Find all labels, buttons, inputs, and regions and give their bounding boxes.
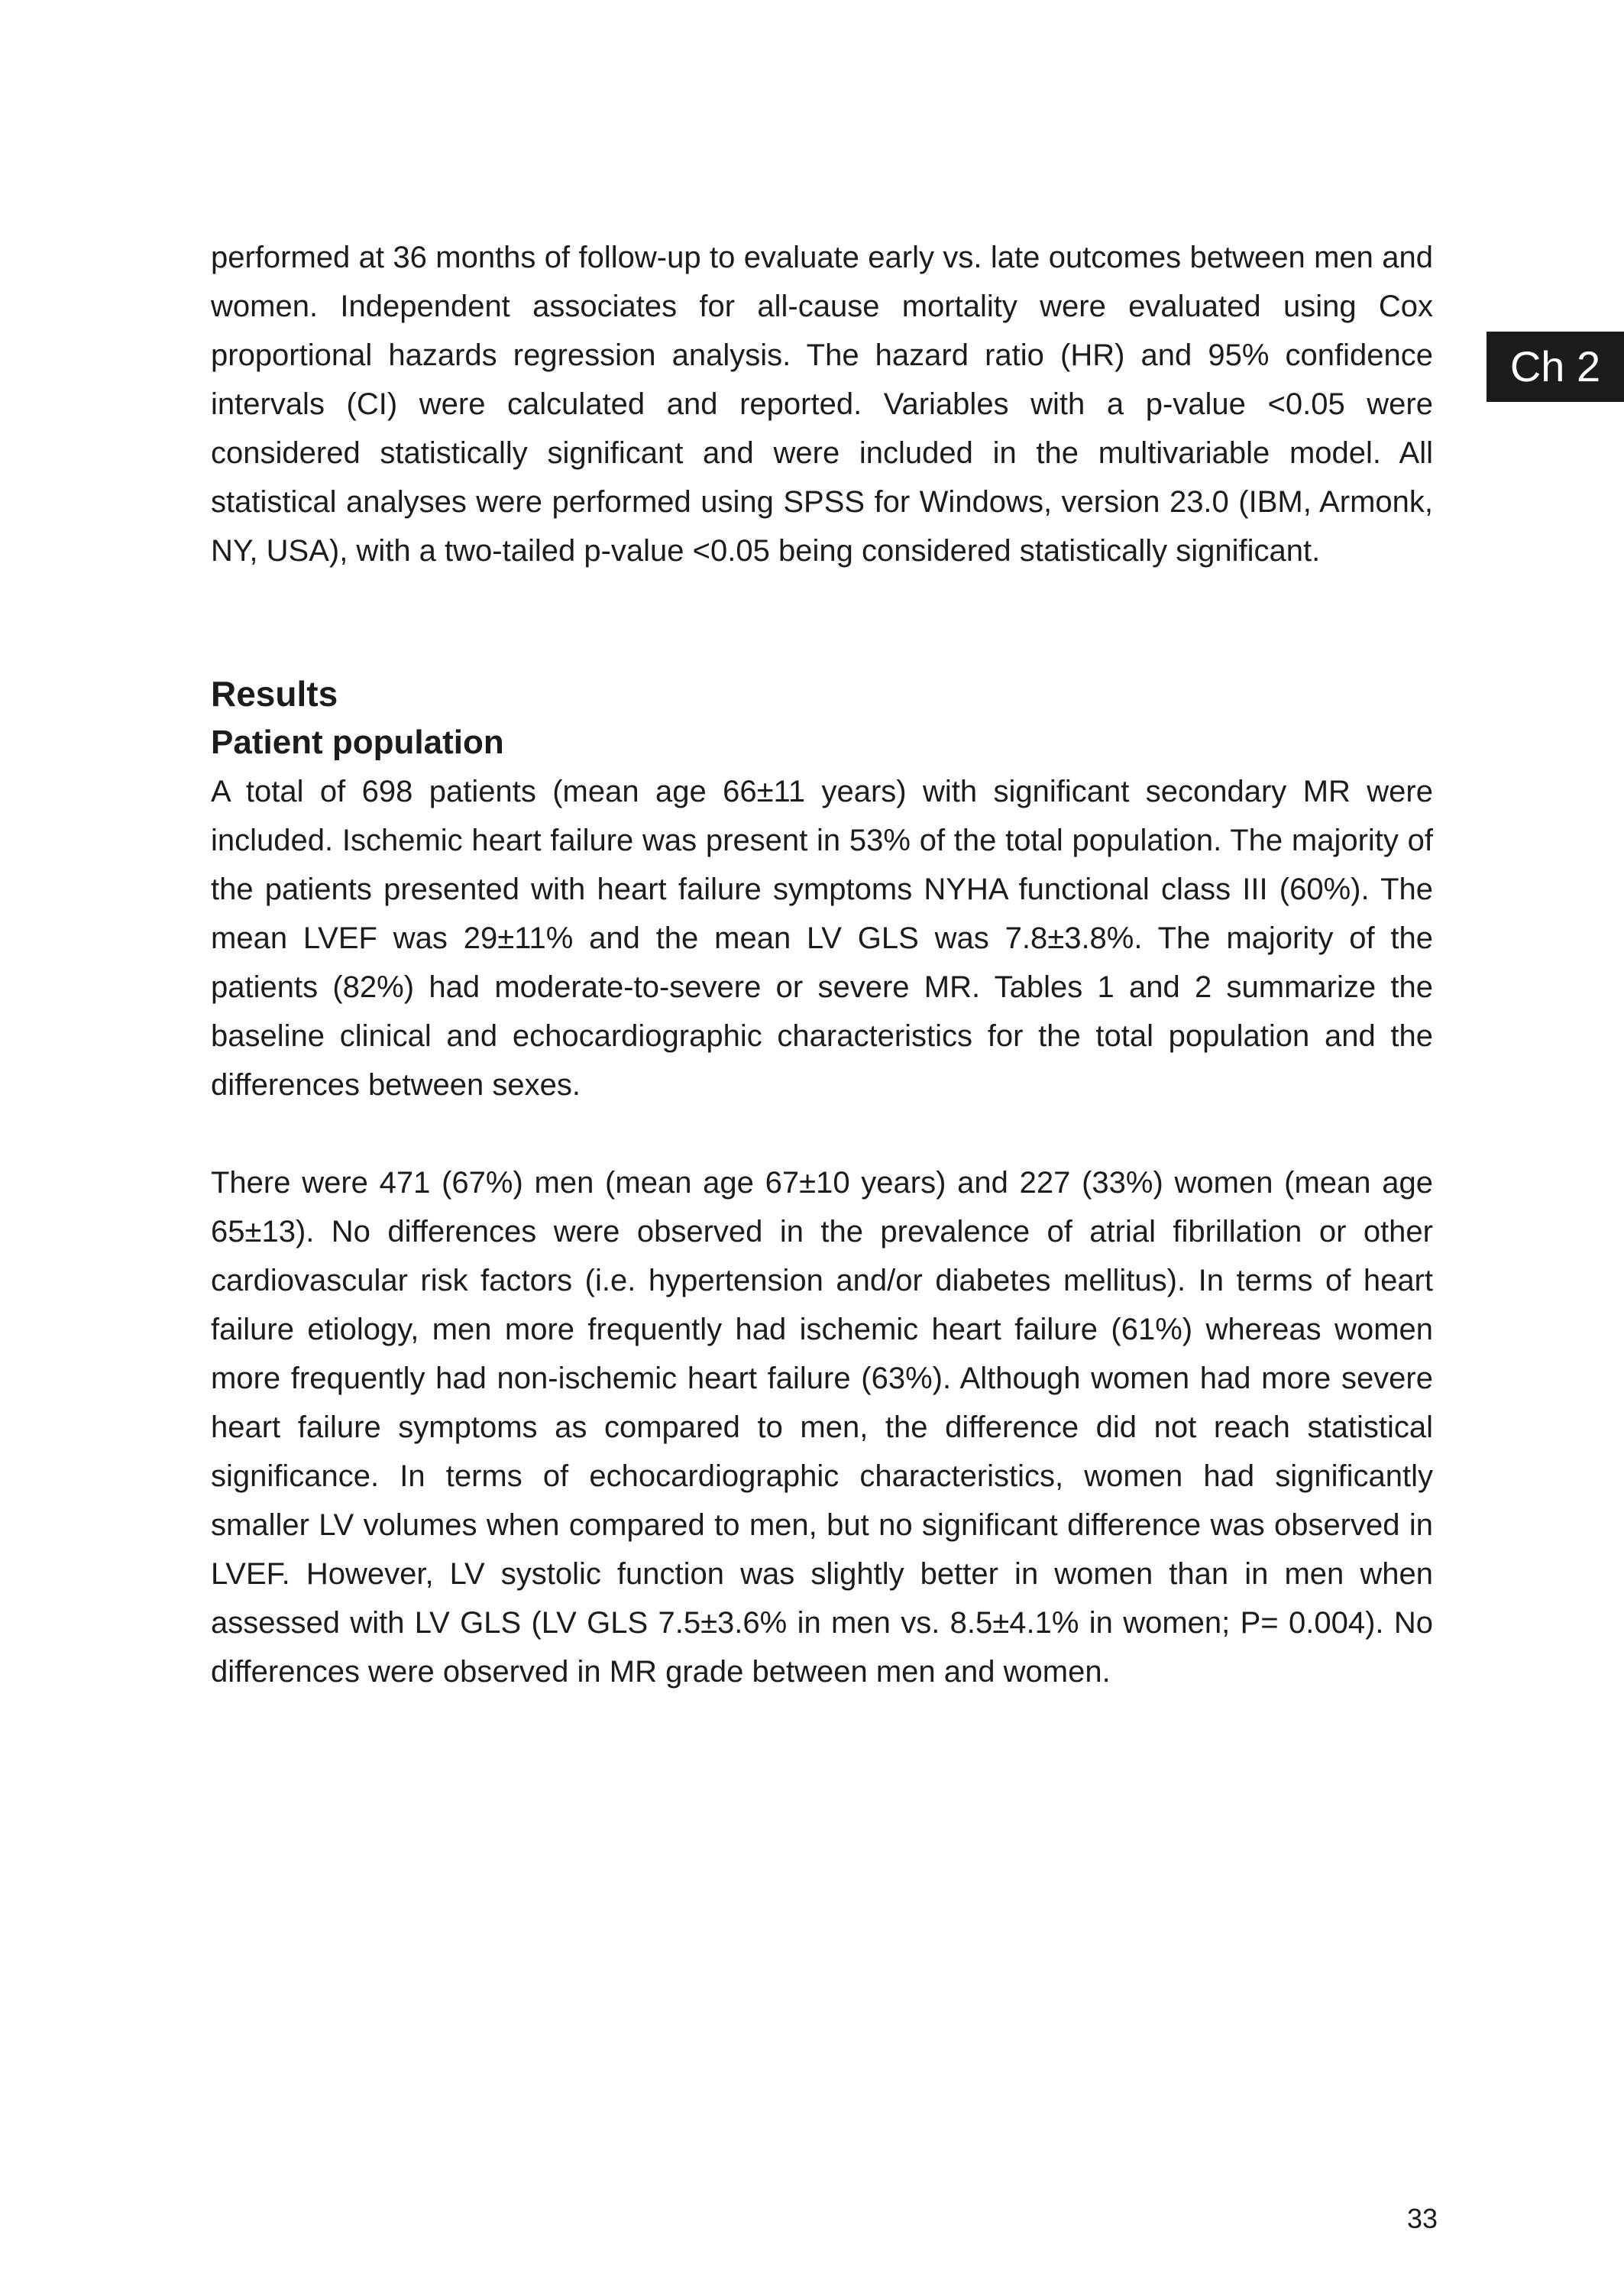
results-heading: Results xyxy=(211,674,338,714)
intro-paragraph: performed at 36 months of follow-up to evaluate early vs. late outcomes between men and women. Independent associates for all-cause mortality were evaluated using Cox proportional hazards regression analysis. The hazard ratio (HR) and 95% confidence intervals (CI) were calculated and reported. Variables with a p-value <0.05 were considered statistically significant and were included in the multivariable model. All statistical analyses were performed using SPSS for Windows, version 23.0 (IBM, Armonk, NY, USA), with a two-tailed p-value <0.05 being considered statistically significant. xyxy=(211,241,1433,568)
results-paragraph-2: There were 471 (67%) men (mean age 67±10 years) and 227 (33%) women (mean age 65±13). No differences were observed in the prevalence of atrial fibrillation or other cardiovascular risk factors (i.e. hypertension and/or diabetes mellitus). In terms of heart failure etiology, men more frequently had ischemic heart failure (61%) whereas women more frequently had non-ischemic heart failure (63%). Although women had more severe heart failure symptoms as compared to men, the difference did not reach statistical significance. In terms of echocardiographic characteristics, women had significantly smaller LV volumes when compared to men, but no significant difference was observed in LVEF. However, LV systolic function was slightly better in women than in men when assessed with LV GLS (LV GLS 7.5±3.6% in men vs. 8.5±4.1% in women; P= 0.004). No differences were observed in MR grade between men and women. xyxy=(211,1166,1433,1689)
page-number: 33 xyxy=(1406,2203,1438,2234)
results-section xyxy=(211,669,1433,1696)
patient-population-subheading: Patient population xyxy=(211,724,504,761)
results-paragraph-1: A total of 698 patients (mean age 66±11 years) with significant secondary MR were included. Ischemic heart failure was present in 53% of the total population. The majority of the patients presented with heart failure symptoms NYHA functional class III (60%). The mean LVEF was 29±11% and the mean LV GLS was 7.8±3.8%. The majority of the patients (82%) had moderate-to-severe or severe MR. Tables 1 and 2 summarize the baseline clinical and echocardiographic characteristics for the total population and the differences between sexes. xyxy=(211,775,1433,1102)
chapter-tab: Ch 2 xyxy=(1487,332,1624,402)
